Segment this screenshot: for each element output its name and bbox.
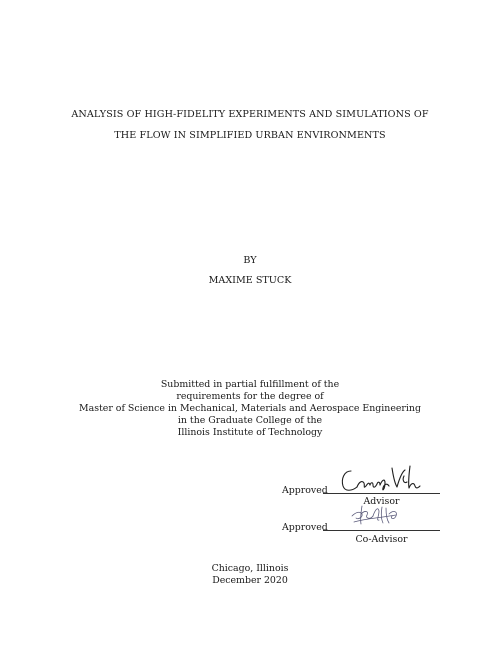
submission-line: in the Graduate College of the: [177, 415, 323, 426]
date: December 2020: [212, 575, 288, 586]
submission-line: requirements for the degree of: [176, 391, 324, 402]
submission-line: Submitted in partial fulfillment of the: [160, 379, 340, 390]
place: Chicago, Illinois: [211, 563, 289, 574]
submission-line: Master of Science in Mechanical, Materials and Aerospace Engineering: [79, 403, 421, 414]
advisor-role-label: Advisor: [363, 496, 400, 507]
author-name: MAXIME STUCK: [208, 275, 292, 286]
advisor-signature: [338, 462, 422, 496]
submission-statement: [0, 379, 500, 439]
title-line-1: ANALYSIS OF HIGH-FIDELITY EXPERIMENTS AND SIMULATIONS OF: [71, 109, 429, 120]
co-advisor-role-label: Co-Advisor: [355, 534, 408, 545]
signature-line: [323, 493, 440, 494]
approved-label: Approved: [282, 485, 328, 496]
approved-label: Approved: [282, 522, 328, 533]
signature-line: [323, 530, 440, 531]
title-line-2: THE FLOW IN SIMPLIFIED URBAN ENVIRONMENTS: [114, 130, 386, 141]
co-advisor-signature: [348, 502, 404, 528]
submission-line: Illinois Institute of Technology: [177, 427, 323, 438]
by-label: BY: [243, 255, 257, 266]
